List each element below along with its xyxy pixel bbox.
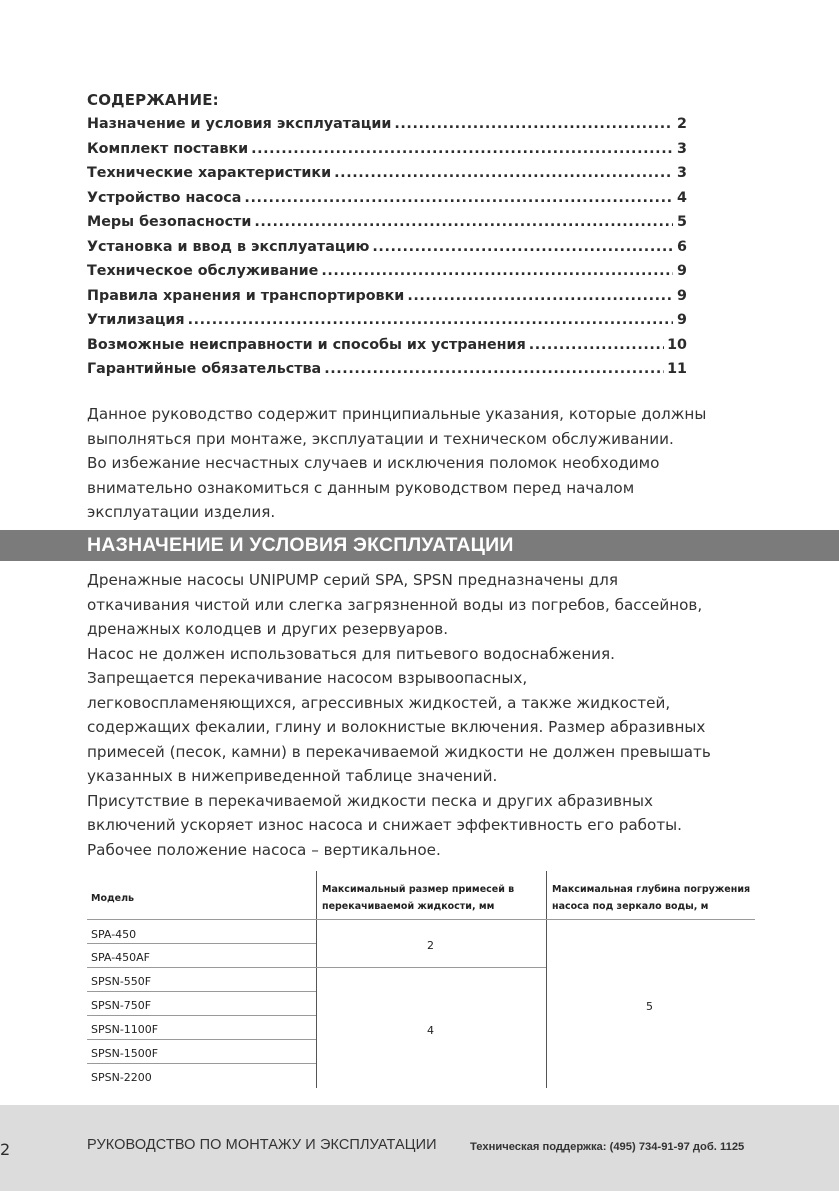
- toc-leader-dots: [334, 161, 673, 186]
- toc-item-page: 9: [677, 263, 687, 279]
- toc-leader-dots: [251, 137, 673, 162]
- model-cell: SPSN-2200: [91, 1071, 152, 1084]
- toc-item-page: 3: [677, 140, 687, 157]
- model-cell: SPSN-750F: [91, 999, 152, 1012]
- toc-item[interactable]: [87, 259, 687, 284]
- toc-item-label: Правила хранения и транспортировки: [87, 287, 405, 304]
- toc-title: СОДЕРЖАНИЕ:: [87, 91, 219, 109]
- footer-title: РУКОВОДСТВО ПО МОНТАЖУ И ЭКСПЛУАТАЦИИ: [87, 1137, 437, 1153]
- toc-item[interactable]: [87, 137, 687, 162]
- body-line: Насос не должен использоваться для питьевого водоснабжения.: [87, 644, 616, 663]
- toc-item[interactable]: [87, 333, 687, 358]
- toc-item-label: Утилизация: [87, 312, 185, 328]
- toc-leader-dots: [529, 333, 664, 358]
- intro-line: внимательно ознакомиться с данным руководством перед началом: [87, 478, 635, 497]
- toc-leader-dots: [254, 210, 673, 235]
- table-rule: [87, 943, 316, 944]
- intro-line: эксплуатации изделия.: [87, 503, 276, 521]
- table-divider: [546, 871, 547, 1088]
- purpose-text: [87, 568, 817, 862]
- toc-item[interactable]: [87, 235, 687, 260]
- page-number: 2: [0, 1140, 11, 1159]
- toc-item[interactable]: [87, 161, 687, 186]
- section-title: НАЗНАЧЕНИЕ И УСЛОВИЯ ЭКСПЛУАТАЦИИ: [87, 534, 514, 556]
- table-of-contents: [87, 88, 687, 382]
- toc-leader-dots: [372, 235, 673, 260]
- body-line: включений ускоряет износ насоса и снижает эффективность его работы.: [87, 816, 682, 834]
- specification-table: [87, 871, 755, 1088]
- toc-item-label: Возможные неисправности и способы их устранения: [87, 336, 526, 353]
- body-line: легковоспламеняющихся, агрессивных жидкостей, а также жидкостей,: [87, 693, 671, 712]
- toc-item[interactable]: [87, 308, 687, 333]
- model-cell: SPSN-1100F: [91, 1023, 159, 1036]
- header-depth-line: насоса под зеркало воды, м: [552, 901, 709, 912]
- toc-item[interactable]: [87, 284, 687, 309]
- header-size-line: Максимальный размер примесей в: [322, 884, 515, 895]
- model-cell: SPA-450AF: [91, 951, 151, 964]
- toc-item-page: 9: [677, 312, 687, 328]
- toc-item-page: 5: [677, 214, 687, 230]
- toc-item[interactable]: [87, 112, 687, 137]
- body-line: указанных в нижеприведенной таблице значений.: [87, 767, 498, 785]
- toc-leader-dots: [244, 186, 673, 211]
- toc-item-page: 2: [677, 116, 687, 132]
- header-model: Модель: [91, 893, 135, 904]
- toc-item[interactable]: [87, 210, 687, 235]
- toc-leader-dots: [188, 308, 673, 333]
- toc-item[interactable]: [87, 357, 687, 382]
- table-rule: [87, 1063, 316, 1064]
- intro-line: выполняться при монтаже, эксплуатации и техническом обслуживании.: [87, 429, 674, 448]
- toc-item[interactable]: [87, 186, 687, 211]
- intro-line: Во избежание несчастных случаев и исключения поломок необходимо: [87, 454, 660, 472]
- toc-item-label: Техническое обслуживание: [87, 263, 319, 279]
- table-rule: [87, 1015, 316, 1016]
- intro-line: Данное руководство содержит принципиальные указания, которые должны: [87, 405, 707, 423]
- body-line: Дренажные насосы UNIPUMP серий SPA, SPSN предназначены для: [87, 571, 619, 589]
- toc-item-label: Назначение и условия эксплуатации: [87, 116, 392, 132]
- toc-item-page: 11: [667, 361, 687, 377]
- body-line: откачивания чистой или слегка загрязненной воды из погребов, бассейнов,: [87, 595, 703, 614]
- table-divider: [316, 871, 317, 1088]
- header-depth-line: Максимальная глубина погружения: [552, 884, 751, 895]
- toc-leader-dots: [407, 284, 673, 309]
- table-rule: [87, 967, 546, 968]
- toc-leader-dots: [321, 259, 673, 284]
- intro-paragraph: [87, 402, 807, 525]
- impurity-size-value: 4: [427, 1024, 434, 1037]
- toc-item-label: Меры безопасности: [87, 214, 252, 230]
- toc-item-label: Технические характеристики: [87, 165, 332, 181]
- model-cell: SPSN-550F: [91, 975, 152, 988]
- table-rule: [87, 919, 755, 920]
- toc-item-label: Гарантийные обязательства: [87, 361, 322, 377]
- toc-item-page: 10: [667, 336, 687, 353]
- toc-leader-dots: [394, 112, 673, 137]
- body-line: дренажных колодцев и других резервуаров.: [87, 620, 449, 638]
- toc-item-page: 3: [677, 165, 687, 181]
- model-cell: SPA-450: [91, 928, 137, 941]
- toc-item-page: 4: [677, 189, 687, 206]
- body-line: Запрещается перекачивание насосом взрывоопасных,: [87, 669, 528, 687]
- toc-leader-dots: [324, 357, 664, 382]
- section-heading-bar: [0, 530, 839, 561]
- body-line: Рабочее положение насоса – вертикальное.: [87, 840, 441, 859]
- toc-item-label: Комплект поставки: [87, 140, 249, 157]
- header-size-line: перекачиваемой жидкости, мм: [322, 901, 495, 912]
- immersion-depth-value: 5: [646, 1000, 653, 1013]
- body-line: примесей (песок, камни) в перекачиваемой жидкости не должен превышать: [87, 742, 711, 761]
- toc-item-page: 6: [677, 238, 687, 255]
- toc-item-label: Установка и ввод в эксплуатацию: [87, 238, 370, 255]
- model-cell: SPSN-1500F: [91, 1047, 159, 1060]
- table-rule: [87, 1039, 316, 1040]
- footer-support-phone: Техническая поддержка: (495) 734-91-97 доб. 1125: [470, 1141, 745, 1153]
- table-rule: [87, 991, 316, 992]
- impurity-size-value: 2: [427, 939, 434, 952]
- body-line: Присутствие в перекачиваемой жидкости песка и других абразивных: [87, 791, 653, 810]
- body-line: содержащих фекалии, глину и волокнистые включения. Размер абразивных: [87, 718, 706, 736]
- toc-item-label: Устройство насоса: [87, 189, 242, 206]
- toc-item-page: 9: [677, 287, 687, 304]
